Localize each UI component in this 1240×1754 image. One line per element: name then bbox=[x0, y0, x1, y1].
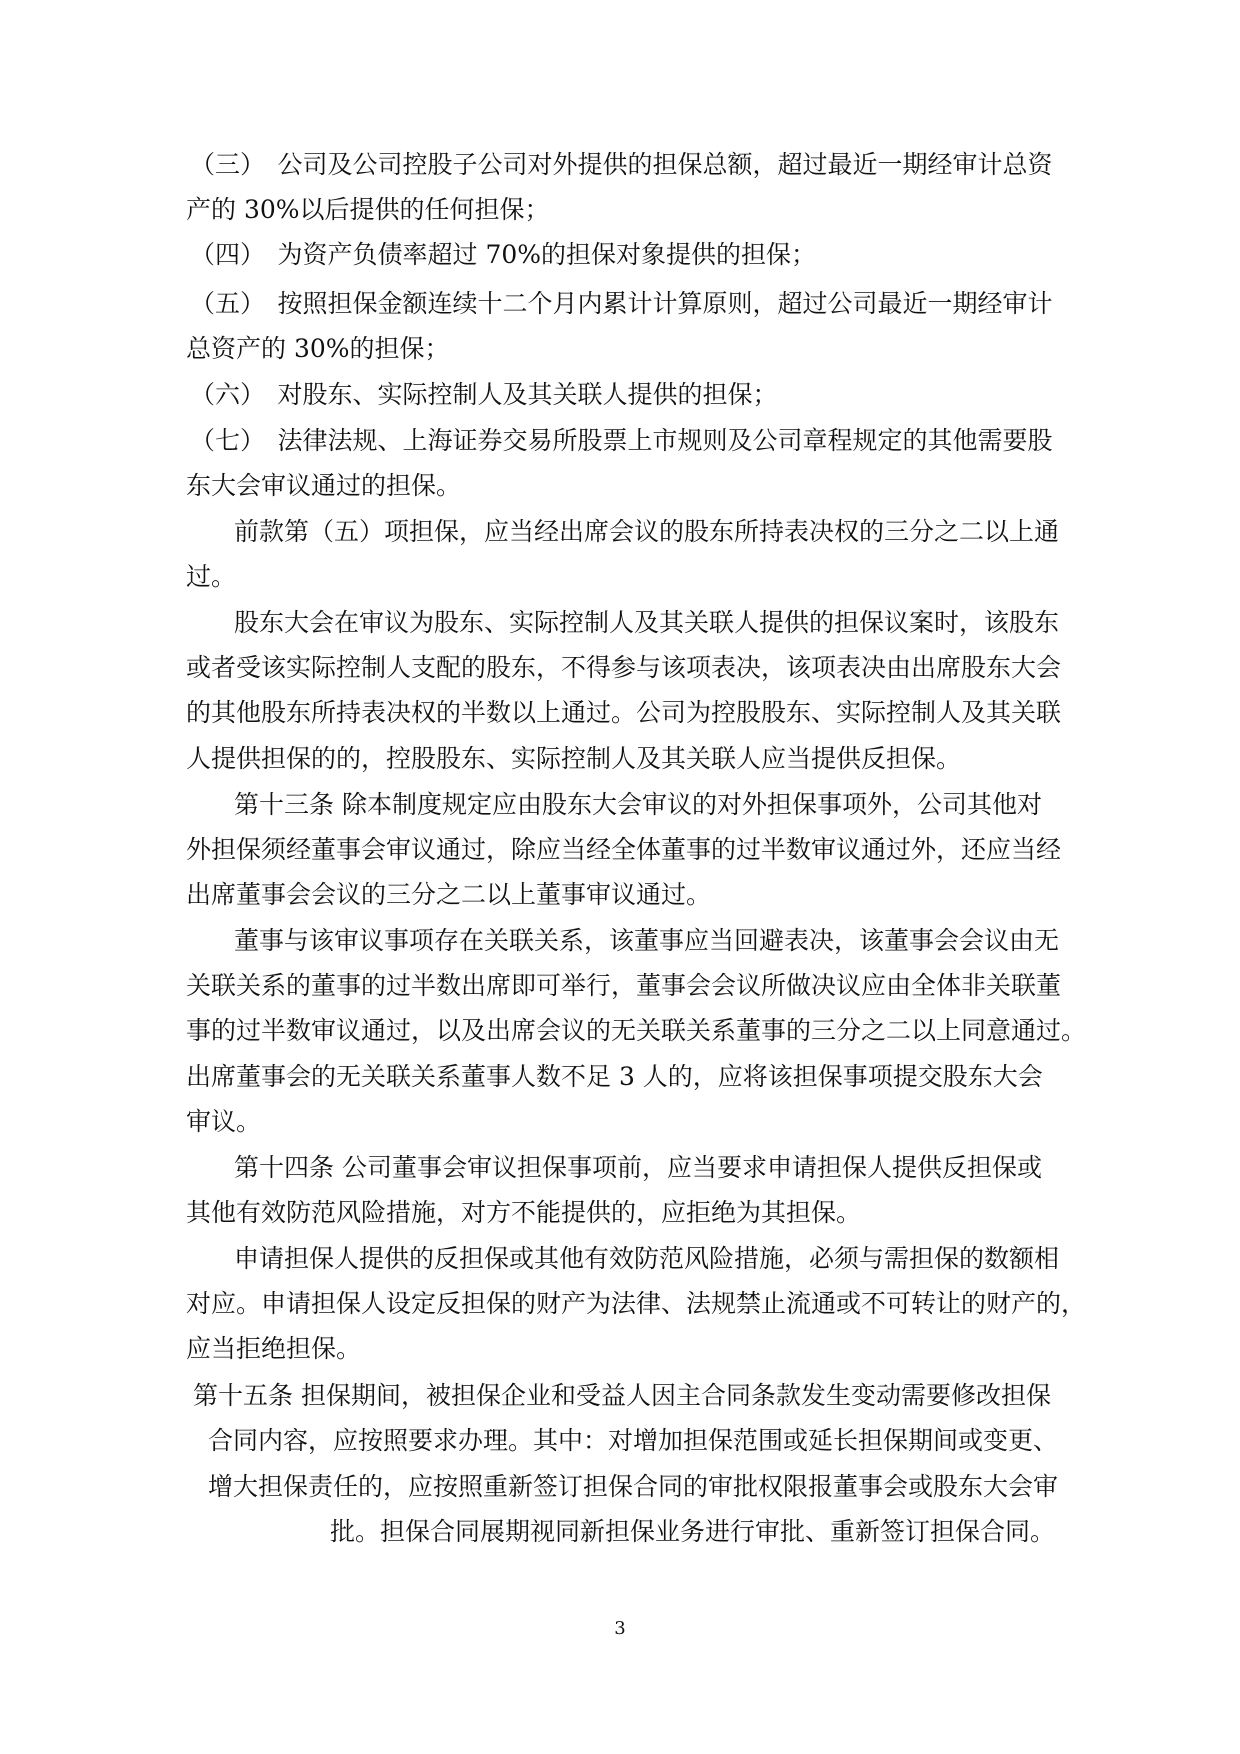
text-line-6: （六） 对股东、实际控制人及其关联人提供的担保； bbox=[190, 380, 778, 409]
text-line-19: 关联关系的董事的过半数出席即可举行，董事会会议所做决议应由全体非关联董 bbox=[186, 971, 1062, 1000]
text-line-26: 对应。申请担保人设定反担保的财产为法律、法规禁止流通或不可转让的财产的， bbox=[186, 1289, 1087, 1318]
text-line-17: 出席董事会会议的三分之二以上董事审议通过。 bbox=[186, 880, 712, 909]
text-line-11: 股东大会在审议为股东、实际控制人及其关联人提供的担保议案时，该股东 bbox=[234, 608, 1060, 637]
text-line-10: 过。 bbox=[186, 562, 237, 591]
text-line-4: （五） 按照担保金额连续十二个月内累计计算原则，超过公司最近一期经审计 bbox=[190, 289, 1053, 318]
text-line-29: 合同内容，应按照要求办理。其中：对增加担保范围或延长担保期间或变更、 bbox=[208, 1426, 1059, 1455]
text-line-12: 或者受该实际控制人支配的股东，不得参与该项表决，该项表决由出席股东大会 bbox=[186, 653, 1062, 682]
text-line-14: 人提供担保的的，控股股东、实际控制人及其关联人应当提供反担保。 bbox=[186, 744, 962, 773]
text-line-18: 董事与该审议事项存在关联关系，该董事应当回避表决，该董事会会议由无 bbox=[234, 926, 1060, 955]
text-line-30: 增大担保责任的，应按照重新签订担保合同的审批权限报董事会或股东大会审 bbox=[208, 1472, 1059, 1501]
text-line-9: 前款第（五）项担保，应当经出席会议的股东所持表决权的三分之二以上通 bbox=[234, 517, 1060, 546]
text-line-8: 东大会审议通过的担保。 bbox=[186, 471, 462, 500]
text-line-22: 审议。 bbox=[186, 1107, 262, 1136]
text-line-13: 的其他股东所持表决权的半数以上通过。公司为控股股东、实际控制人及其关联 bbox=[186, 698, 1062, 727]
text-line-23: 第十四条 公司董事会审议担保事项前，应当要求申请担保人提供反担保或 bbox=[234, 1153, 1042, 1182]
text-line-24: 其他有效防范风险措施，对方不能提供的，应拒绝为其担保。 bbox=[186, 1198, 862, 1227]
text-line-15: 第十三条 除本制度规定应由股东大会审议的对外担保事项外，公司其他对 bbox=[234, 790, 1042, 819]
text-line-7: （七） 法律法规、上海证券交易所股票上市规则及公司章程规定的其他需要股 bbox=[190, 426, 1053, 455]
text-line-1: （三） 公司及公司控股子公司对外提供的担保总额，超过最近一期经审计总资 bbox=[190, 150, 1053, 179]
text-line-3: （四） 为资产负债率超过 70%的担保对象提供的担保； bbox=[190, 240, 817, 269]
text-line-20: 事的过半数审议通过，以及出席会议的无关联关系董事的三分之二以上同意通过。 bbox=[186, 1016, 1087, 1045]
page-number: 3 bbox=[614, 1618, 626, 1639]
text-line-5: 总资产的 30%的担保； bbox=[186, 334, 450, 363]
text-line-16: 外担保须经董事会审议通过，除应当经全体董事的过半数审议通过外，还应当经 bbox=[186, 835, 1062, 864]
text-line-2: 产的 30%以后提供的任何担保； bbox=[186, 195, 550, 224]
text-line-27: 应当拒绝担保。 bbox=[186, 1334, 362, 1363]
text-line-28: 第十五条 担保期间，被担保企业和受益人因主合同条款发生变动需要修改担保 bbox=[193, 1381, 1051, 1410]
text-line-21: 出席董事会的无关联关系董事人数不足 3 人的，应将该担保事项提交股东大会 bbox=[186, 1062, 1043, 1091]
text-line-31: 批。担保合同展期视同新担保业务进行审批、重新签订担保合同。 bbox=[330, 1517, 1056, 1546]
text-line-25: 申请担保人提供的反担保或其他有效防范风险措施，必须与需担保的数额相 bbox=[234, 1244, 1060, 1273]
